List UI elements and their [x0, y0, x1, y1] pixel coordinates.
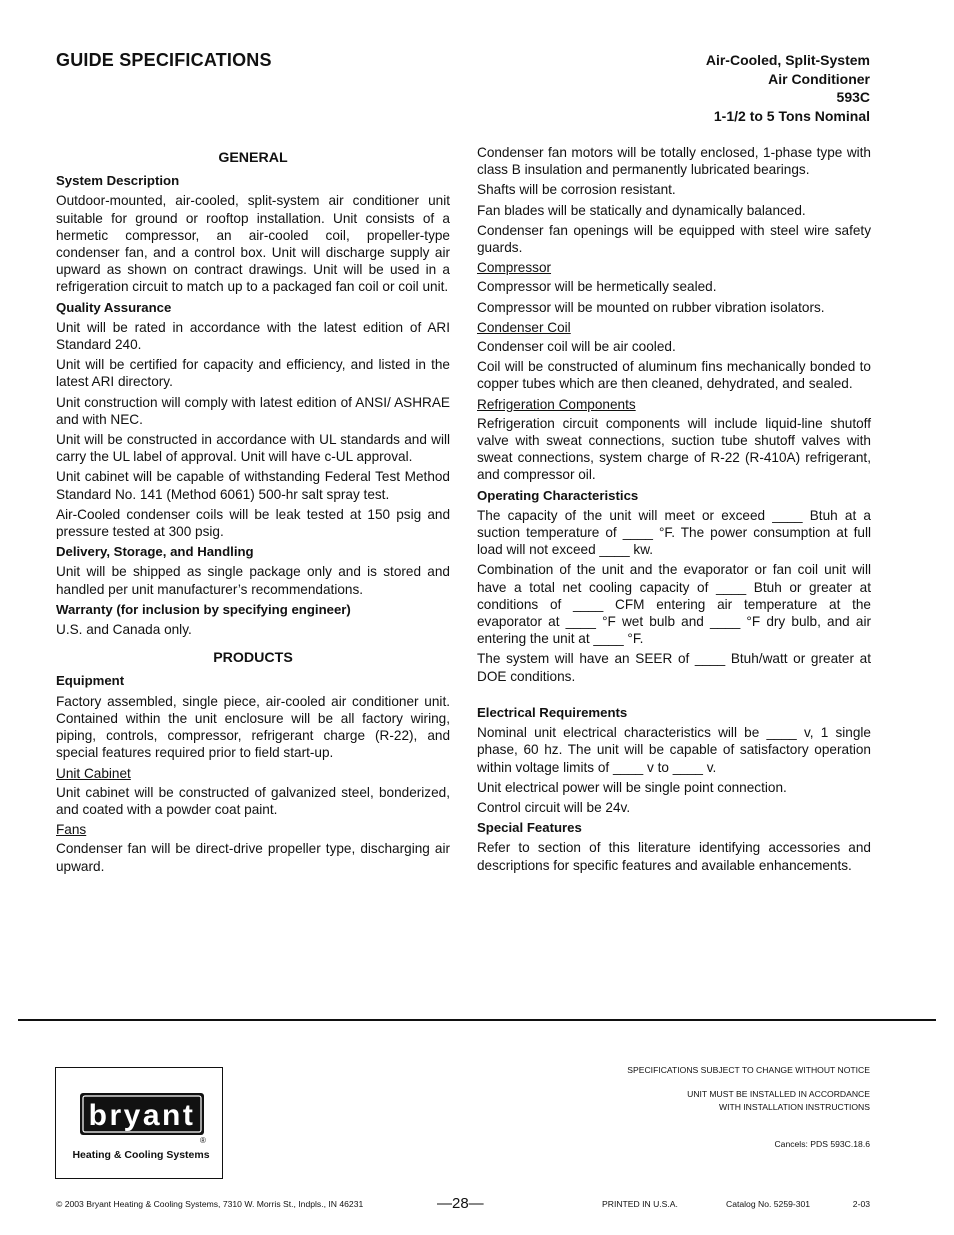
- paragraph: Factory assembled, single piece, air-cooled air conditioner unit. Contained within the unit enclosure will be all factory wiring, piping, controls, compressor, refrigerant charge (R-22), and special features required prior to field start-up.: [56, 693, 450, 761]
- paragraph: Control circuit will be 24v.: [477, 799, 631, 815]
- paragraph: Condenser fan motors will be totally enclosed, 1-phase type with class B insulation and permanently lubricated bearings.: [477, 145, 871, 178]
- notice-specifications: SPECIFICATIONS SUBJECT TO CHANGE WITHOUT NOTICE: [627, 1065, 870, 1075]
- paragraph: Coil will be constructed of aluminum fins mechanically bonded to copper tubes which are then cleaned, dehydrated, and sealed.: [477, 359, 871, 392]
- paragraph: Air-Cooled condenser coils will be leak tested at 150 psig and pressure tested at 300 psig.: [56, 506, 450, 540]
- paragraph: Combination of the unit and the evaporator or fan coil unit will have a total net cooling capacity of ____ Btuh or greater at conditions of ____ CFM entering air temperature at the evaporator at ____ °F wet bulb and ____ °F dry bulb, and air entering the unit at ____ °F.: [477, 562, 871, 647]
- subheading-electrical: Electrical Requirements: [477, 704, 628, 720]
- page-title: GUIDE SPECIFICATIONS: [56, 50, 272, 70]
- printed-in: PRINTED IN U.S.A.: [602, 1199, 678, 1209]
- paragraph: Refer to section of this literature identifying accessories and descriptions for specific features and available enhancements.: [477, 840, 871, 873]
- product-line-2: Air Conditioner: [768, 70, 870, 87]
- subheading-operating: Operating Characteristics: [477, 487, 639, 503]
- notice-install-2: WITH INSTALLATION INSTRUCTIONS: [718, 1102, 870, 1112]
- subheading-compressor: Compressor: [477, 260, 552, 276]
- paragraph: U.S. and Canada only.: [56, 622, 192, 638]
- paragraph: Unit cabinet will be capable of withstanding Federal Test Method Standard No. 141 (Method 6061) 500-hr salt spray test.: [56, 469, 450, 502]
- notice-cancels: Cancels: PDS 593C.18.6: [774, 1139, 870, 1149]
- paragraph: Condenser fan openings will be equipped with steel wire safety guards.: [477, 222, 871, 256]
- registered-mark: ®: [200, 1136, 206, 1145]
- paragraph: Refrigeration circuit components will include liquid-line shutoff valve with sweat connections, suction tube shutoff valves with sweat connections, system charge of R-22 (R-410A) refrigerant, and compressor oil.: [477, 415, 871, 483]
- paragraph: The capacity of the unit will meet or exceed ____ Btuh at a suction temperature of ____ °F. The power consumption at full load will not exceed ____ kw.: [477, 507, 871, 558]
- right-column: [477, 144, 871, 877]
- subheading-unit-cabinet: Unit Cabinet: [56, 765, 131, 781]
- catalog-number: Catalog No. 5259-301: [726, 1199, 811, 1209]
- subheading-quality-assurance: Quality Assurance: [56, 299, 172, 315]
- paragraph: Shafts will be corrosion resistant.: [477, 182, 676, 198]
- paragraph: Nominal unit electrical characteristics will be ____ v, 1 single phase, 60 hz. The unit will be capable of satisfactory operation within voltage limits of ____ v to ____ v.: [477, 725, 871, 775]
- product-header: [706, 51, 870, 125]
- paragraph: Unit cabinet will be constructed of galvanized steel, bonderized, and coated with a powder coat paint.: [56, 784, 450, 817]
- subheading-condenser-coil: Condenser Coil: [477, 319, 571, 335]
- page-number: —28—: [437, 1195, 484, 1212]
- notice-install-1: UNIT MUST BE INSTALLED IN ACCORDANCE: [687, 1089, 870, 1099]
- paragraph: Condenser fan will be direct-drive propeller type, discharging air upward.: [56, 841, 450, 874]
- subheading-warranty: Warranty (for inclusion by specifying engineer): [56, 601, 351, 617]
- paragraph: Unit will be rated in accordance with the latest edition of ARI Standard 240.: [56, 319, 450, 353]
- paragraph: Unit will be constructed in accordance with UL standards and will carry the UL label of approval. Unit will have c-UL approval.: [56, 432, 450, 465]
- subheading-special-features: Special Features: [477, 820, 582, 836]
- bryant-logo: [55, 1067, 223, 1179]
- paragraph: Fan blades will be statically and dynamically balanced.: [477, 202, 806, 218]
- subheading-refrigeration: Refrigeration Components: [477, 396, 636, 412]
- paragraph: Condenser coil will be air cooled.: [477, 339, 676, 355]
- paragraph: The system will have an SEER of ____ Btuh/watt or greater at DOE conditions.: [477, 651, 871, 684]
- product-capacity: 1-1/2 to 5 Tons Nominal: [713, 107, 870, 124]
- copyright: © 2003 Bryant Heating & Cooling Systems, 7310 W. Morris St., Indpls., IN 46231: [56, 1199, 364, 1209]
- paragraph: Compressor will be hermetically sealed.: [477, 279, 717, 295]
- paragraph: Unit electrical power will be single point connection.: [477, 779, 787, 795]
- paragraph: Unit will be certified for capacity and efficiency, and listed in the latest ARI directory.: [56, 357, 450, 390]
- section-heading-general: GENERAL: [218, 150, 288, 166]
- issue-date: 2-03: [852, 1199, 870, 1209]
- logo-tagline: Heating & Cooling Systems: [72, 1149, 210, 1161]
- section-heading-products: PRODUCTS: [213, 650, 293, 667]
- footer-divider: [18, 1019, 936, 1021]
- subheading-fans: Fans: [56, 822, 87, 838]
- paragraph: Compressor will be mounted on rubber vibration isolators.: [477, 299, 825, 315]
- logo-wordmark: bryant: [88, 1099, 196, 1132]
- subheading-system-description: System Description: [56, 173, 180, 189]
- subheading-delivery: Delivery, Storage, and Handling: [56, 544, 254, 560]
- paragraph: Outdoor-mounted, air-cooled, split-system air conditioner unit suitable for ground or rooftop installation. Unit consists of a hermetic compressor, an air-cooled coil, propeller-type condenser fan, and a control box. Unit will discharge supply air upward as shown on contract drawings. Unit will be used in a refrigeration circuit to match up to a packaged fan coil or coil unit.: [56, 193, 450, 295]
- subheading-equipment: Equipment: [56, 673, 125, 689]
- product-model: 593C: [836, 89, 870, 105]
- paragraph: Unit construction will comply with latest edition of ANSI/ ASHRAE and with NEC.: [56, 394, 450, 427]
- product-line-1: Air-Cooled, Split-System: [705, 52, 870, 68]
- left-column: [56, 144, 450, 878]
- paragraph: Unit will be shipped as single package only and is stored and handled per unit manufacturer’s recommendations.: [56, 564, 450, 597]
